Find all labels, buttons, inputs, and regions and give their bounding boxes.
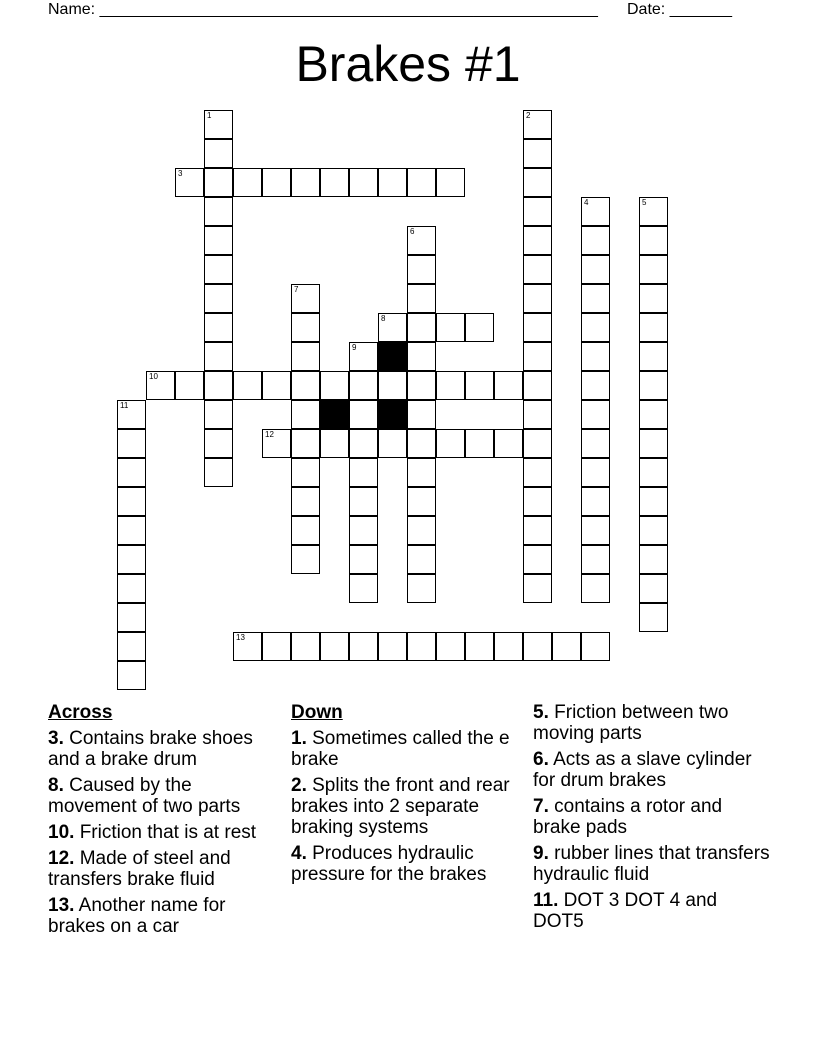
- clue-number: 10.: [48, 822, 75, 843]
- clue: [48, 848, 283, 890]
- crossword-cell[interactable]: [349, 458, 378, 487]
- crossword-cell[interactable]: [320, 632, 349, 661]
- down-heading: Down: [291, 702, 343, 723]
- name-label: Name:: [48, 1, 96, 18]
- clue-text: contains a rotor and brake pads: [533, 796, 723, 838]
- crossword-cell[interactable]: [117, 661, 146, 690]
- clue-number: 1.: [291, 728, 307, 749]
- clue: [533, 749, 773, 791]
- crossword-cell[interactable]: [262, 168, 291, 197]
- clue: [48, 775, 283, 817]
- clue-number: 3: [178, 169, 183, 178]
- clue-text: DOT 3 DOT 4 and DOT5: [533, 890, 718, 932]
- crossword-cell[interactable]: [581, 545, 610, 574]
- crossword-cell[interactable]: [378, 371, 407, 400]
- crossword-cell[interactable]: [639, 574, 668, 603]
- crossword-cell[interactable]: [581, 197, 610, 226]
- crossword-cell[interactable]: [378, 429, 407, 458]
- crossword-cell[interactable]: [523, 371, 552, 400]
- crossword-cell[interactable]: [494, 429, 523, 458]
- crossword-cell[interactable]: [581, 487, 610, 516]
- clue-number: 7.: [533, 796, 549, 817]
- crossword-cell[interactable]: [407, 458, 436, 487]
- crossword-cell[interactable]: [465, 632, 494, 661]
- crossword-cell[interactable]: [320, 371, 349, 400]
- crossword-cell[interactable]: [291, 313, 320, 342]
- crossword-cell[interactable]: [523, 400, 552, 429]
- crossword-cell[interactable]: [581, 458, 610, 487]
- crossword-cell[interactable]: [204, 400, 233, 429]
- clue-number: 10: [149, 372, 158, 381]
- clue-number: 4.: [291, 843, 307, 864]
- clue-number: 1: [207, 111, 212, 120]
- crossword-cell[interactable]: [349, 545, 378, 574]
- clue-number: 13: [236, 633, 245, 642]
- crossword-cell[interactable]: [204, 342, 233, 371]
- crossword-cell[interactable]: [581, 632, 610, 661]
- crossword-cell[interactable]: [291, 371, 320, 400]
- crossword-cell[interactable]: [117, 400, 146, 429]
- clue-text: Friction that is at rest: [74, 822, 257, 843]
- crossword-cell[interactable]: [378, 168, 407, 197]
- clue: [48, 728, 283, 770]
- crossword-cell[interactable]: [349, 632, 378, 661]
- crossword-cell[interactable]: [204, 197, 233, 226]
- crossword-cell[interactable]: [494, 632, 523, 661]
- clue-number: 4: [584, 198, 589, 207]
- crossword-cell[interactable]: [233, 168, 262, 197]
- crossword-cell[interactable]: [436, 632, 465, 661]
- crossword-cell[interactable]: [465, 313, 494, 342]
- black-square: [378, 342, 407, 371]
- crossword-cell[interactable]: [349, 400, 378, 429]
- crossword-cell[interactable]: [233, 632, 262, 661]
- clue-text: Friction between two moving parts: [533, 702, 729, 744]
- crossword-cell[interactable]: [407, 429, 436, 458]
- crossword-cell[interactable]: [204, 168, 233, 197]
- crossword-cell[interactable]: [407, 226, 436, 255]
- clue: [48, 895, 283, 937]
- crossword-cell[interactable]: [291, 168, 320, 197]
- clue-text: Acts as a slave cylinder for drum brakes: [533, 749, 752, 791]
- crossword-cell[interactable]: [407, 371, 436, 400]
- crossword-cell[interactable]: [407, 168, 436, 197]
- crossword-cell[interactable]: [639, 429, 668, 458]
- crossword-cell[interactable]: [581, 255, 610, 284]
- crossword-cell[interactable]: [291, 458, 320, 487]
- crossword-cell[interactable]: [349, 574, 378, 603]
- crossword-cell[interactable]: [349, 371, 378, 400]
- crossword-cell[interactable]: [262, 371, 291, 400]
- down-clues-col-1: [291, 702, 511, 890]
- crossword-cell[interactable]: [117, 487, 146, 516]
- black-square: [320, 400, 349, 429]
- crossword-cell[interactable]: [523, 429, 552, 458]
- crossword-cell[interactable]: [349, 516, 378, 545]
- crossword-cell[interactable]: [204, 313, 233, 342]
- crossword-cell[interactable]: [349, 487, 378, 516]
- crossword-cell[interactable]: [262, 429, 291, 458]
- crossword-cell[interactable]: [291, 429, 320, 458]
- crossword-cell[interactable]: [204, 458, 233, 487]
- crossword-cell[interactable]: [349, 168, 378, 197]
- crossword-cell[interactable]: [204, 110, 233, 139]
- crossword-cell[interactable]: [523, 197, 552, 226]
- crossword-cell[interactable]: [581, 226, 610, 255]
- crossword-cell[interactable]: [204, 139, 233, 168]
- crossword-cell[interactable]: [349, 342, 378, 371]
- clue-number: 6.: [533, 749, 549, 770]
- crossword-cell[interactable]: [204, 284, 233, 313]
- crossword-cell[interactable]: [639, 487, 668, 516]
- crossword-cell[interactable]: [204, 226, 233, 255]
- clue: [291, 728, 511, 770]
- crossword-cell[interactable]: [117, 516, 146, 545]
- crossword-cell[interactable]: [204, 429, 233, 458]
- crossword-cell[interactable]: [204, 255, 233, 284]
- name-line: ________________________________________________________: [99, 1, 598, 18]
- clue-text: Caused by the movement of two parts: [48, 775, 241, 817]
- crossword-cell[interactable]: [117, 574, 146, 603]
- crossword-cell[interactable]: [639, 458, 668, 487]
- crossword-cell[interactable]: [320, 429, 349, 458]
- crossword-cell[interactable]: [639, 226, 668, 255]
- crossword-cell[interactable]: [117, 603, 146, 632]
- crossword-cell[interactable]: [407, 342, 436, 371]
- crossword-cell[interactable]: [291, 545, 320, 574]
- crossword-cell[interactable]: [639, 603, 668, 632]
- down-clue-list-continued: [533, 702, 773, 932]
- crossword-cell[interactable]: [407, 313, 436, 342]
- clue-text: Sometimes called the e brake: [291, 728, 510, 770]
- crossword-cell[interactable]: [465, 371, 494, 400]
- date-label: Date:: [627, 1, 666, 18]
- crossword-cell[interactable]: [581, 371, 610, 400]
- across-clues: [48, 702, 283, 942]
- clue-number: 11.: [533, 890, 559, 911]
- crossword-cell[interactable]: [523, 284, 552, 313]
- crossword-cell[interactable]: [639, 313, 668, 342]
- crossword-cell[interactable]: [523, 574, 552, 603]
- crossword-cell[interactable]: [523, 110, 552, 139]
- crossword-cell[interactable]: [378, 313, 407, 342]
- crossword-cell[interactable]: [175, 371, 204, 400]
- crossword-cell[interactable]: [552, 632, 581, 661]
- crossword-cell[interactable]: [407, 632, 436, 661]
- clue: [291, 775, 511, 838]
- crossword-cell[interactable]: [581, 284, 610, 313]
- crossword-cell[interactable]: [291, 516, 320, 545]
- crossword-cell[interactable]: [117, 458, 146, 487]
- clue-text: rubber lines that transfers hydraulic fluid: [533, 843, 770, 885]
- crossword-cell[interactable]: [465, 429, 494, 458]
- crossword-cell[interactable]: [639, 371, 668, 400]
- crossword-cell[interactable]: [378, 632, 407, 661]
- crossword-cell[interactable]: [639, 284, 668, 313]
- crossword-cell[interactable]: [233, 371, 262, 400]
- crossword-cell[interactable]: [639, 342, 668, 371]
- crossword-cell[interactable]: [639, 255, 668, 284]
- clue: [533, 796, 773, 838]
- crossword-cell[interactable]: [581, 574, 610, 603]
- crossword-cell[interactable]: [291, 632, 320, 661]
- date-line: _______: [669, 1, 732, 18]
- clue-number: 8.: [48, 775, 64, 796]
- crossword-cell[interactable]: [523, 255, 552, 284]
- crossword-cell[interactable]: [581, 429, 610, 458]
- clue-text: Made of steel and transfers brake fluid: [48, 848, 231, 890]
- clue-number: 2.: [291, 775, 307, 796]
- black-square: [378, 400, 407, 429]
- down-clues-col-2: [533, 702, 773, 937]
- crossword-cell[interactable]: [407, 487, 436, 516]
- crossword-cell[interactable]: [407, 400, 436, 429]
- crossword-cell[interactable]: [117, 632, 146, 661]
- crossword-cell[interactable]: [639, 400, 668, 429]
- crossword-cell[interactable]: [407, 574, 436, 603]
- crossword-cell[interactable]: [291, 284, 320, 313]
- clue: [48, 822, 283, 843]
- crossword-cell[interactable]: [407, 284, 436, 313]
- crossword-cell[interactable]: [175, 168, 204, 197]
- crossword-cell[interactable]: [581, 313, 610, 342]
- page-title: Brakes #1: [295, 36, 521, 92]
- crossword-cell[interactable]: [523, 313, 552, 342]
- clue-number: 5: [642, 198, 647, 207]
- crossword-cell[interactable]: [581, 516, 610, 545]
- clue-text: Splits the front and rear brakes into 2 separate braking systems: [291, 775, 510, 838]
- crossword-cell[interactable]: [523, 168, 552, 197]
- clue-number: 12: [265, 430, 274, 439]
- clue: [533, 843, 773, 885]
- across-heading: Across: [48, 702, 113, 723]
- clue-text: Another name for brakes on a car: [48, 895, 226, 937]
- clue-number: 7: [294, 285, 299, 294]
- crossword-cell[interactable]: [436, 371, 465, 400]
- clue-number: 5.: [533, 702, 549, 723]
- crossword-cell[interactable]: [523, 516, 552, 545]
- clue: [291, 843, 511, 885]
- crossword-cell[interactable]: [581, 400, 610, 429]
- crossword-cell[interactable]: [262, 632, 291, 661]
- crossword-cell[interactable]: [146, 371, 175, 400]
- crossword-cell[interactable]: [523, 342, 552, 371]
- clue-number: 13.: [48, 895, 75, 916]
- clue-number: 8: [381, 314, 386, 323]
- crossword-cell[interactable]: [320, 168, 349, 197]
- clue-number: 3.: [48, 728, 64, 749]
- clue: [533, 890, 773, 932]
- crossword-cell[interactable]: [436, 429, 465, 458]
- crossword-cell[interactable]: [523, 545, 552, 574]
- crossword-cell[interactable]: [291, 487, 320, 516]
- crossword-cell[interactable]: [407, 516, 436, 545]
- crossword-cell[interactable]: [523, 458, 552, 487]
- crossword-cell[interactable]: [523, 487, 552, 516]
- crossword-cell[interactable]: [436, 313, 465, 342]
- crossword-cell[interactable]: [204, 371, 233, 400]
- crossword-cell[interactable]: [407, 545, 436, 574]
- crossword-cell[interactable]: [407, 255, 436, 284]
- down-clue-list: [291, 728, 511, 885]
- clue-number: 9.: [533, 843, 549, 864]
- crossword-cell[interactable]: [494, 371, 523, 400]
- across-clue-list: [48, 728, 283, 937]
- crossword-cell[interactable]: [639, 516, 668, 545]
- clue-number: 9: [352, 343, 357, 352]
- clue-number: 6: [410, 227, 415, 236]
- clue-text: Produces hydraulic pressure for the brakes: [291, 843, 487, 885]
- clue-number: 2: [526, 111, 531, 120]
- clue-text: Contains brake shoes and a brake drum: [48, 728, 253, 770]
- crossword-cell[interactable]: [523, 632, 552, 661]
- crossword-cell[interactable]: [291, 400, 320, 429]
- crossword-cell[interactable]: [291, 342, 320, 371]
- crossword-cell[interactable]: [523, 226, 552, 255]
- clue-number: 12.: [48, 848, 75, 869]
- crossword-cell[interactable]: [523, 139, 552, 168]
- crossword-cell[interactable]: [639, 197, 668, 226]
- clue-number: 11: [120, 401, 129, 410]
- crossword-cell[interactable]: [117, 545, 146, 574]
- crossword-cell[interactable]: [349, 429, 378, 458]
- crossword-cell[interactable]: [117, 429, 146, 458]
- crossword-cell[interactable]: [436, 168, 465, 197]
- crossword-cell[interactable]: [639, 545, 668, 574]
- crossword-cell[interactable]: [581, 342, 610, 371]
- clue: [533, 702, 773, 744]
